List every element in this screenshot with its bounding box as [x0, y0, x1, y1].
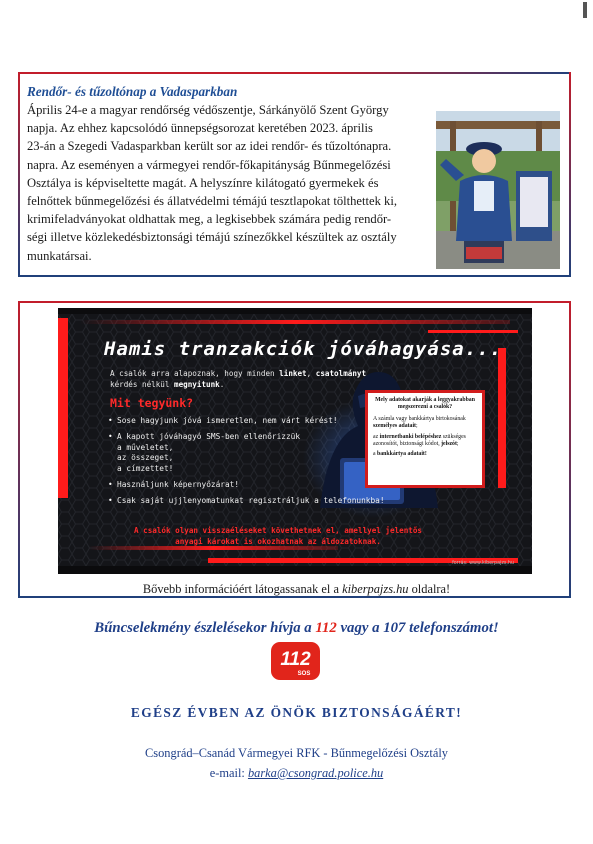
- stolen-data-infobox: [365, 390, 485, 488]
- email-line: e-mail: barka@csongrad.police.hu: [209, 766, 384, 780]
- photo-illustration: [436, 111, 560, 269]
- banner-warning: A csalók olyan visszaéléseket követhetnek el, amellyel jelentős anyagi károkat is okozhatnak az áldozatoknak.: [133, 526, 423, 546]
- email-link[interactable]: barka@csongrad.police.hu: [247, 766, 384, 780]
- tip-item: • A kapott jóváhagyó SMS-ben ellenőrizzük a műveletet, az összeget, a címzettet!: [108, 432, 408, 475]
- infobox-item: a bankkártya adatait!: [373, 451, 427, 458]
- scroll-marker: [583, 2, 587, 18]
- slogan: EGÉSZ ÉVBEN AZ ÖNÖK BIZTONSÁGÁÉRT!: [130, 705, 463, 720]
- site-name: kiberpajzs.hu: [342, 582, 409, 596]
- banner-subtitle: Mit tegyünk?: [110, 396, 194, 410]
- emergency-112-logo: [270, 641, 321, 681]
- infobox-title: Mely adatokat akarják a leggyakrabban megszerezni a csalók?: [375, 397, 475, 411]
- infobox-item: A számla vagy bankkártya birtokosának személyes adatait;: [373, 415, 466, 430]
- tip-item: • Sose hagyjunk jóvá ismeretlen, nem várt kérést!: [108, 416, 408, 427]
- infobox-item: az internetbanki belépéshez szükséges azonosítót, biztonsági kódot, jelszót;: [373, 433, 466, 448]
- emergency-call-line: Bűncselekmény észlelésekor hívja a 112 vagy a 107 telefonszámot!: [94, 620, 499, 636]
- logo-number: 112: [280, 649, 311, 670]
- more-info-line: Bővebb információért látogassanak el a kiberpajzs.hu oldalra!: [142, 582, 451, 596]
- fraud-awareness-banner: [58, 308, 532, 574]
- banner-intro: A csalók arra alapoznak, hogy minden linket, csatolmányt kérdés nélkül megnyitunk.: [110, 369, 367, 389]
- article-body: Április 24-e a magyar rendőrség védőszentje, Sárkányölő Szent György napja. Az ehhez kapcsolódó ünnepségsorozat keretében 2023. április 23-án a Szegedi Vadasparkban került sor az idei rendőr- és tűzoltónapra. napra. Az eseményen a vármegyei rendőr-főkapitányság Bűnmegelőzési Osztálya is képviseltette magát. A helyszínre kilátogató gyermekek és felnőttek bűnmegelőzési és állatvédelmi témájú tesztlapokat tölthettek ki, krimifeladványokat oldhattak meg, a legkisebbek számára pedig rendőr- ségi illetve közlekedésbiztonsági témájú színezőkkel készültek az osztály munkatársai.: [27, 103, 397, 263]
- tip-item: • Csak saját ujjlenyomatunkat regisztráljuk a telefonunkba!: [108, 496, 408, 507]
- article-title: Rendőr- és tűzoltónap a Vadasparkban: [27, 84, 238, 99]
- article-box: [18, 72, 571, 277]
- page-top-bar: [0, 0, 593, 24]
- banner-title: Hamis tranzakciók jóváhagyása...: [104, 338, 503, 360]
- police-mascot-photo: [436, 111, 560, 269]
- tip-item: • Használjunk képernyőzárat!: [108, 480, 408, 491]
- tips-list: [108, 416, 408, 512]
- organization-name: Csongrád–Csanád Vármegyei RFK - Bűnmegelőzési Osztály: [145, 746, 448, 760]
- logo-sos: SOS: [297, 671, 311, 677]
- banner-source: forrás: www.kiberpajzs.hu: [452, 561, 514, 566]
- number-112: 112: [315, 620, 337, 636]
